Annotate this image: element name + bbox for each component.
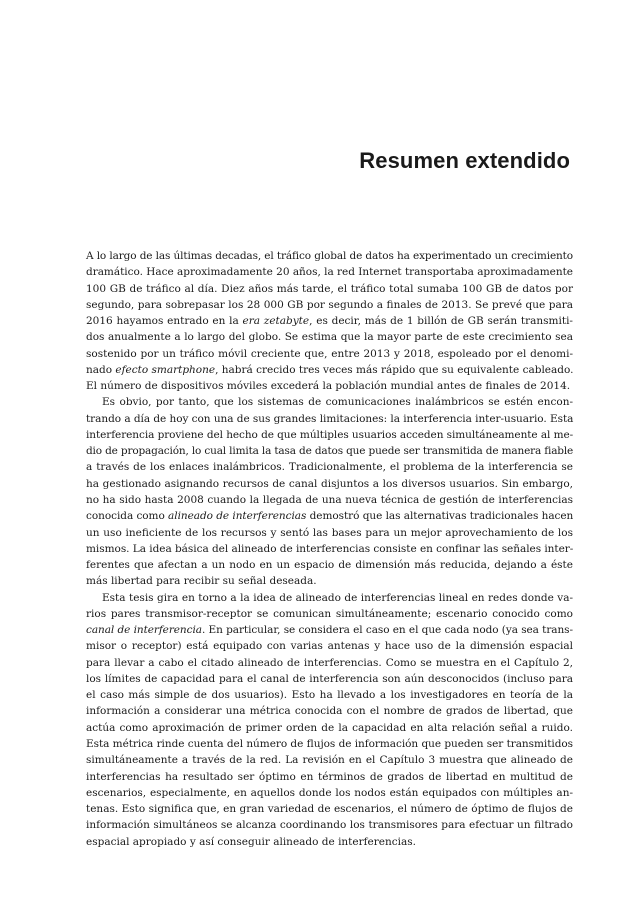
text-run: 2016 hayamos entrado en la bbox=[86, 315, 243, 328]
text-line bbox=[86, 508, 573, 524]
text-run: , es decir, más de 1 billón de GB serán transmiti- bbox=[309, 315, 573, 328]
text-line: ha gestionado asignando recursos de canal disjuntos a los diversos usuarios. Sin embargo, bbox=[86, 477, 573, 490]
text-run: , habrá crecido tres veces más rápido que su equivalente cableado. bbox=[215, 363, 574, 376]
abstract-body bbox=[86, 248, 573, 850]
text-run: . En particular, se considera el caso en el que cada nodo (ya sea trans- bbox=[201, 624, 573, 637]
emphasized-term: canal de interferencia bbox=[86, 624, 202, 637]
text-line: actúa como aproximación de primer orden de la capacidad en alta relación señal a ruido. bbox=[86, 721, 573, 734]
page-title: Resumen extendido bbox=[359, 148, 570, 173]
text-line: para llevar a cabo el citado alineado de interferencias. Como se muestra en el Capítulo 2, bbox=[86, 656, 573, 669]
text-line: sostenido por un tráfico móvil creciente que, entre 2013 y 2018, espoleado por el denomi- bbox=[86, 347, 573, 360]
text-line: ferentes que afectan a un nodo en un espacio de dimensión más reducida, dejando a éste bbox=[86, 559, 573, 572]
text-line: Esta métrica rinde cuenta del número de flujos de información que pueden ser transmitidos bbox=[86, 737, 573, 750]
text-line: 100 GB de tráfico al día. Diez años más tarde, el tráfico total sumaba 100 GB de datos por bbox=[86, 282, 573, 295]
text-line: Es obvio, por tanto, que los sistemas de comunicaciones inalámbricos se estén encon- bbox=[102, 396, 573, 409]
text-line: interferencia proviene del hecho de que múltiples usuarios acceden simultáneamente al me- bbox=[86, 428, 574, 441]
text-line: el caso más simple de dos usuarios). Esto ha llevado a los investigadores en teoría de la bbox=[86, 689, 573, 702]
text-line: a través de los enlaces inalámbricos. Tradicionalmente, el problema de la interferencia se bbox=[86, 461, 573, 474]
text-line: información simultáneos se alcanza coordinando los transmisores para efectuar un filtrado bbox=[86, 819, 573, 832]
text-line: trando a día de hoy con una de sus grandes limitaciones: la interferencia inter-usuario. Esta bbox=[86, 412, 574, 425]
text-line: no ha sido hasta 2008 cuando la llegada de una nueva técnica de gestión de interferencias bbox=[86, 493, 573, 506]
text-line: dos anualmente a lo largo del globo. Se estima que la mayor parte de este crecimiento sea bbox=[86, 331, 573, 344]
text-line: un uso ineficiente de los recursos y sentó las bases para un mejor aprovechamiento de los bbox=[86, 526, 573, 539]
text-line bbox=[86, 313, 573, 329]
text-run: demostró que las alternativas tradicionales hacen bbox=[306, 510, 574, 523]
text-line: misor o receptor) está equipado con varias antenas y hace uso de la dimensión espacial bbox=[86, 640, 573, 653]
text-line: Esta tesis gira en torno a la idea de alineado de interferencias lineal en redes donde va- bbox=[102, 591, 573, 604]
text-run: conocida como bbox=[86, 510, 169, 523]
emphasized-term: efecto smartphone bbox=[115, 363, 216, 376]
text-line bbox=[86, 622, 573, 638]
text-line: interferencias ha resultado ser óptimo en términos de grados de libertad en multitud de bbox=[86, 770, 573, 783]
text-line: A lo largo de las últimas decadas, el tráfico global de datos ha experimentado un crecimiento bbox=[86, 250, 573, 262]
text-line: mismos. La idea básica del alineado de interferencias consiste en confinar las señales inter- bbox=[86, 542, 574, 555]
text-line: dio de propagación, lo cual limita la tasa de datos que puede ser transmitida de manera fiable bbox=[86, 445, 574, 458]
text-line: tenas. Esto significa que, en gran variedad de escenarios, el número de óptimo de flujos de bbox=[86, 803, 573, 816]
text-line: los límites de capacidad para el canal de interferencia son aún desconocidos (incluso para bbox=[86, 672, 573, 685]
text-line: simultáneamente a través de la red. La revisión en el Capítulo 3 muestra que alineado de bbox=[86, 754, 573, 767]
text-line: El número de dispositivos móviles excederá la población mundial antes de finales de 2014. bbox=[86, 380, 571, 393]
emphasized-term: era zetabyte bbox=[242, 315, 310, 328]
text-line: rios pares transmisor-receptor se comunican simultáneamente; escenario conocido como bbox=[86, 607, 573, 620]
text-line: dramático. Hace aproximadamente 20 años, la red Internet transportaba aproximadamente bbox=[86, 266, 573, 279]
text-run: nado bbox=[86, 363, 116, 376]
text-line: escenarios, especialmente, en aquellos donde los nodos están equipados con múltiples an- bbox=[86, 786, 573, 799]
text-line: información a considerar una métrica conocida con el nombre de grados de libertad, que bbox=[86, 705, 573, 718]
text-line: segundo, para sobrepasar los 28 000 GB por segundo a finales de 2013. Se prevé que para bbox=[86, 298, 573, 311]
emphasized-term: alineado de interferencias bbox=[168, 510, 307, 523]
text-line: más libertad para recibir su señal deseada. bbox=[86, 575, 317, 588]
text-line: espacial apropiado y así conseguir alineado de interferencias. bbox=[86, 835, 416, 848]
text-line bbox=[86, 362, 573, 378]
